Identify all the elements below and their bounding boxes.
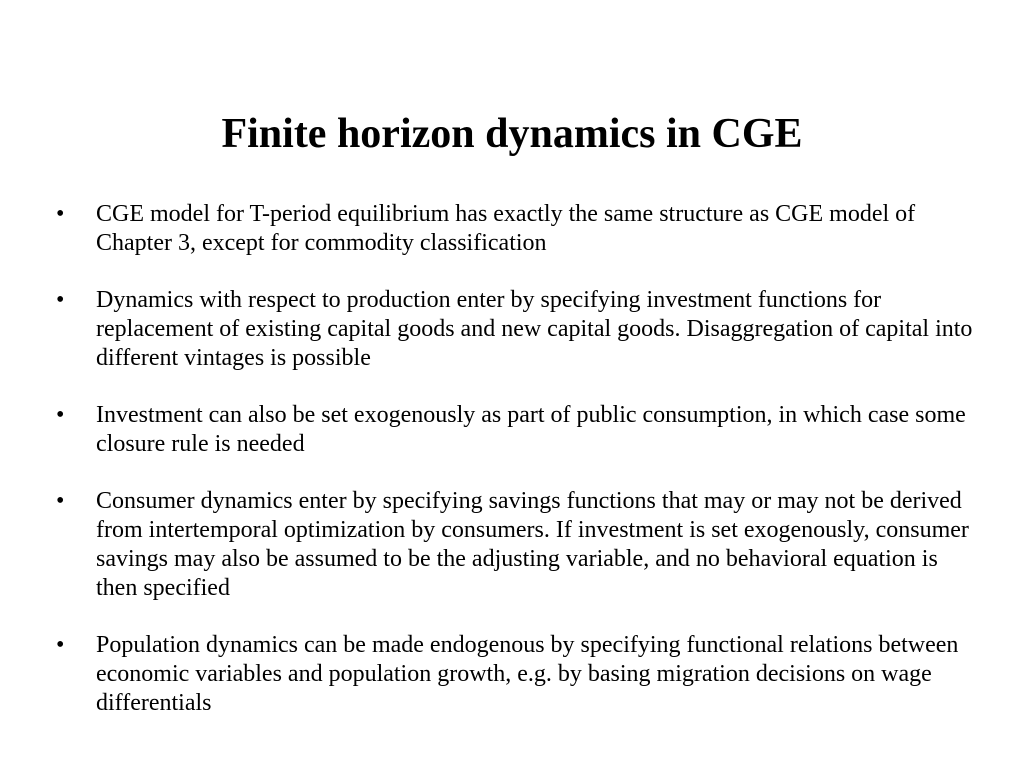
bullet-icon: • xyxy=(56,287,65,313)
slide-title: Finite horizon dynamics in CGE xyxy=(221,111,803,157)
bullet-text: Investment can also be set exogenously as part of public consumption, in which case some closure rule is needed xyxy=(96,402,966,457)
bullet-icon: • xyxy=(56,402,65,428)
bullet-item xyxy=(56,631,976,718)
bullet-text: CGE model for T-period equilibrium has exactly the same structure as CGE model of Chapter 3, except for commodity classification xyxy=(96,201,916,256)
bullet-text: Population dynamics can be made endogenous by specifying functional relations between economic variables and population growth, e.g. by basing migration decisions on wage differentials xyxy=(96,632,959,716)
bullet-icon: • xyxy=(56,632,65,658)
bullet-text: Dynamics with respect to production enter by specifying investment functions for replacement of existing capital goods and new capital goods. Disaggregation of capital into different vintages is possible xyxy=(96,287,973,371)
bullet-item xyxy=(56,401,976,459)
bullet-icon: • xyxy=(56,201,65,227)
bullet-text: Consumer dynamics enter by specifying savings functions that may or may not be derived from intertemporal optimization by consumers. If investment is set exogenously, consumer savings may also be assumed to be the adjusting variable, and no behavioral equation is then specified xyxy=(96,488,969,601)
bullet-item xyxy=(56,286,976,373)
bullet-icon: • xyxy=(56,488,65,514)
bullet-item xyxy=(56,200,976,258)
bullet-list xyxy=(56,200,976,746)
bullet-item xyxy=(56,487,976,603)
